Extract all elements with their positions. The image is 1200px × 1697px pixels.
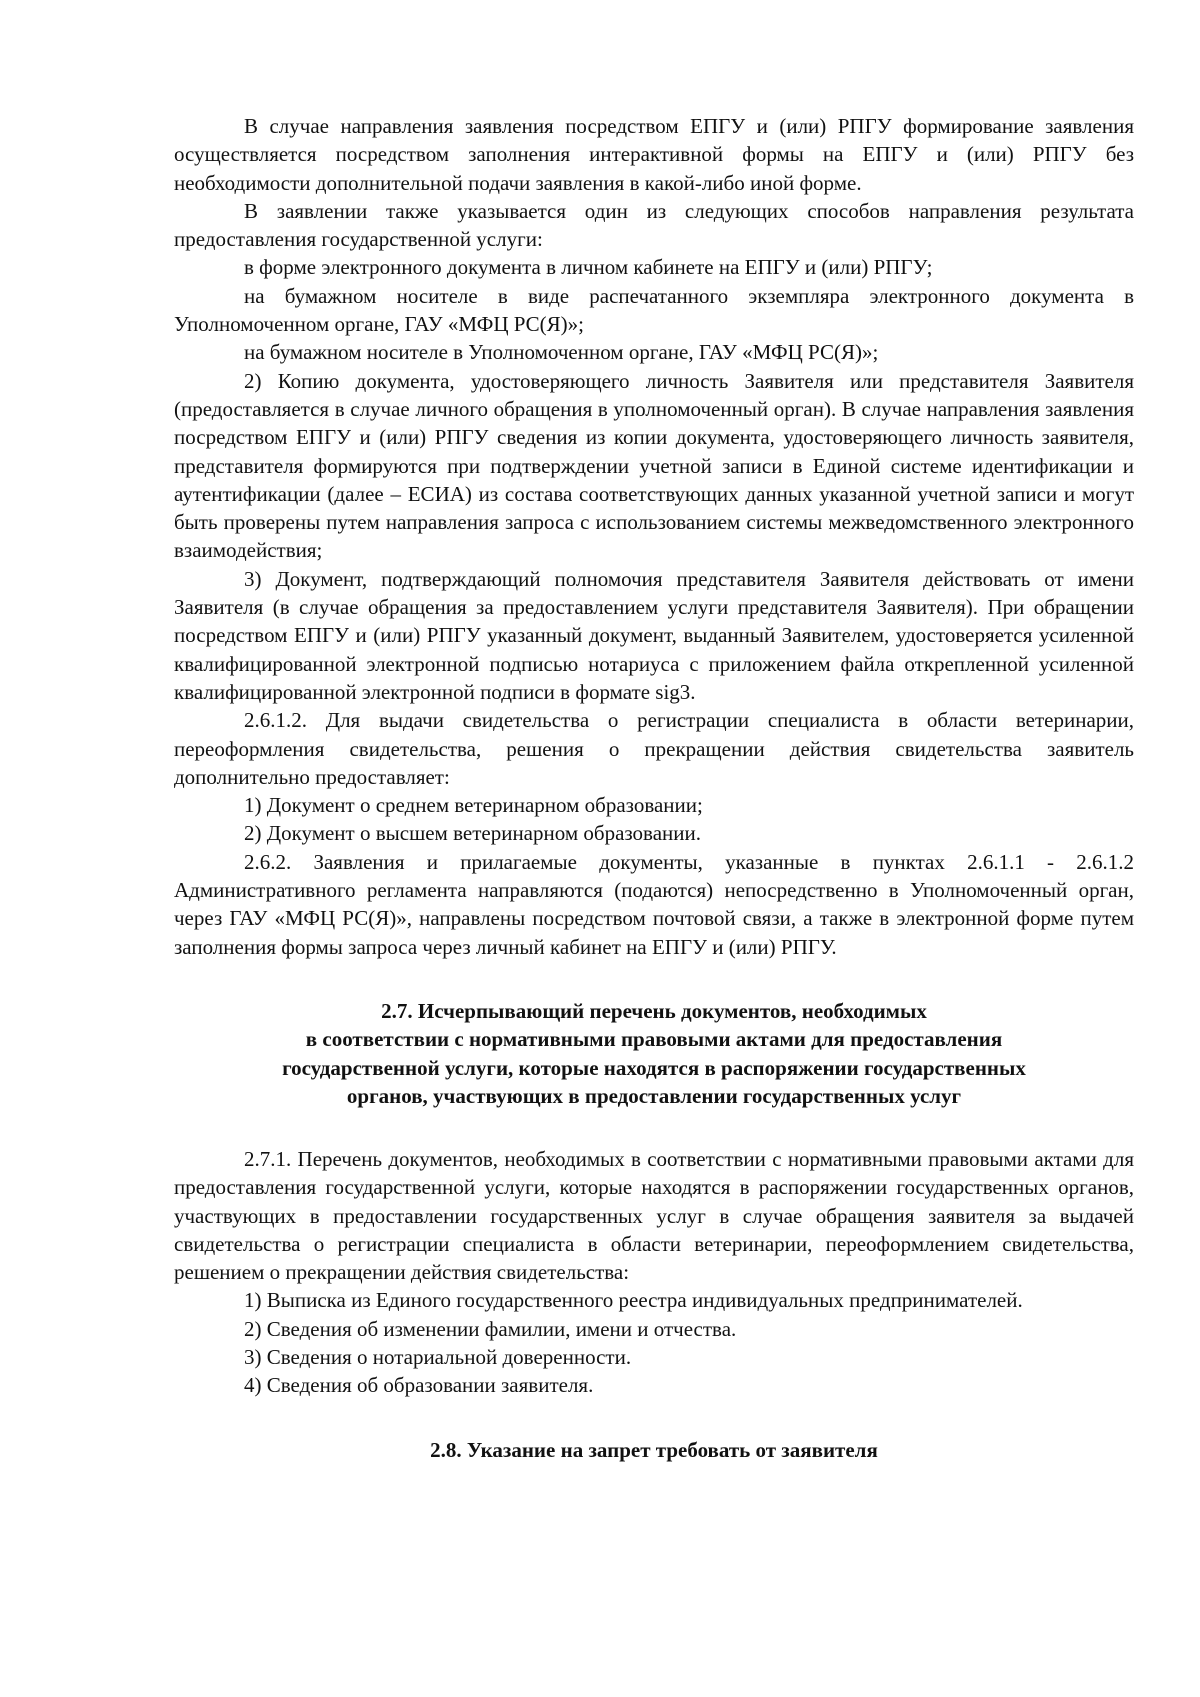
list-item-egrip: 1) Выписка из Единого государственного реестра индивидуальных предпринимателей.: [244, 1288, 1023, 1313]
paragraph-item-3-authority: 3) Документ, подтверждающий полномочия представителя Заявителя действовать от имени Заявителя (в случае обращения за предоставлением услуги представителя Заявителя). При обращении посредством ЕПГУ и (или) РПГУ указанный документ, выданный Заявителем, удостоверяется усиленной квалифицированной электронной подписью нотариуса с приложением файла открепленной усиленной квалифицированной электронной подписи в формате sig3.: [174, 566, 1134, 704]
list-item-education: 4) Сведения об образовании заявителя.: [244, 1373, 594, 1398]
paragraph-higher-education: 2) Документ о высшем ветеринарном образовании.: [244, 821, 701, 846]
heading-line: государственной услуги, которые находятся в распоряжении государственных: [282, 1055, 1026, 1080]
section-2-8-heading: 2.8. Указание на запрет требовать от заявителя: [430, 1437, 878, 1462]
paragraph-2-7-1: 2.7.1. Перечень документов, необходимых в соответствии с нормативными правовыми актами для предоставления государственной услуги, которые находятся в распоряжении государственных органов, участвующих в предоставлении государственных услуг в случае обращения заявителя за выдачей свидетельства о регистрации специалиста в области ветеринарии, переоформлением свидетельства, решением о прекращении действия свидетельства:: [174, 1146, 1134, 1285]
list-item-name-change: 2) Сведения об изменении фамилии, имени и отчества.: [244, 1316, 737, 1341]
paragraph-item-2-identity: 2) Копию документа, удостоверяющего личность Заявителя или представителя Заявителя (предоставляется в случае личного обращения в уполномоченный орган). В случае направления заявления посредством ЕПГУ и (или) РПГУ сведения из копии документа, удостоверяющего личность заявителя, представителя формируются при подтверждении учетной записи в Единой системе идентификации и аутентификации (далее – ЕСИА) из состава соответствующих данных указанной учетной записи и могут быть проверены путем направления запроса с использованием системы межведомственного электронного взаимодействия;: [174, 368, 1134, 563]
list-item-notary: 3) Сведения о нотариальной доверенности.: [244, 1344, 632, 1369]
paragraph-method-electronic: в форме электронного документа в личном кабинете на ЕПГУ и (или) РПГУ;: [244, 255, 933, 280]
heading-line: органов, участвующих в предоставлении государственных услуг: [346, 1084, 962, 1109]
paragraph-2-6-2: 2.6.2. Заявления и прилагаемые документы, указанные в пунктах 2.6.1.1 - 2.6.1.2 Административного регламента направляются (подаются) непосредственно в Уполномоченный орган, через ГАУ «МФЦ РС(Я)», направлены посредством почтовой связи, а также в электронной форме путем заполнения формы запроса через личный кабинет на ЕПГУ и (или) РПГУ.: [174, 849, 1134, 959]
heading-line: 2.7. Исчерпывающий перечень документов, необходимых: [381, 998, 927, 1023]
paragraph-secondary-education: 1) Документ о среднем ветеринарном образовании;: [244, 793, 703, 818]
paragraph-result-methods: В заявлении также указывается один из следующих способов направления результата предоставления государственной услуги:: [174, 198, 1134, 252]
section-2-7-heading: [174, 997, 1134, 1111]
paragraph-epgu-form: В случае направления заявления посредством ЕПГУ и (или) РПГУ формирование заявления осуществляется посредством заполнения интерактивной формы на ЕПГУ и (или) РПГУ без необходимости дополнительной подачи заявления в какой-либо иной форме.: [174, 114, 1134, 195]
paragraph-method-paper-copy: на бумажном носителе в виде распечатанного экземпляра электронного документа в Уполномоченном органе, ГАУ «МФЦ РС(Я)»;: [174, 283, 1134, 337]
paragraph-method-paper: на бумажном носителе в Уполномоченном органе, ГАУ «МФЦ РС(Я)»;: [244, 340, 879, 365]
paragraph-2-6-1-2: 2.6.1.2. Для выдачи свидетельства о регистрации специалиста в области ветеринарии, переоформления свидетельства, решения о прекращении действия свидетельства заявитель дополнительно предоставляет:: [174, 708, 1134, 789]
heading-line: в соответствии с нормативными правовыми актами для предоставления: [305, 1027, 1003, 1052]
document-page: [174, 112, 1134, 1464]
